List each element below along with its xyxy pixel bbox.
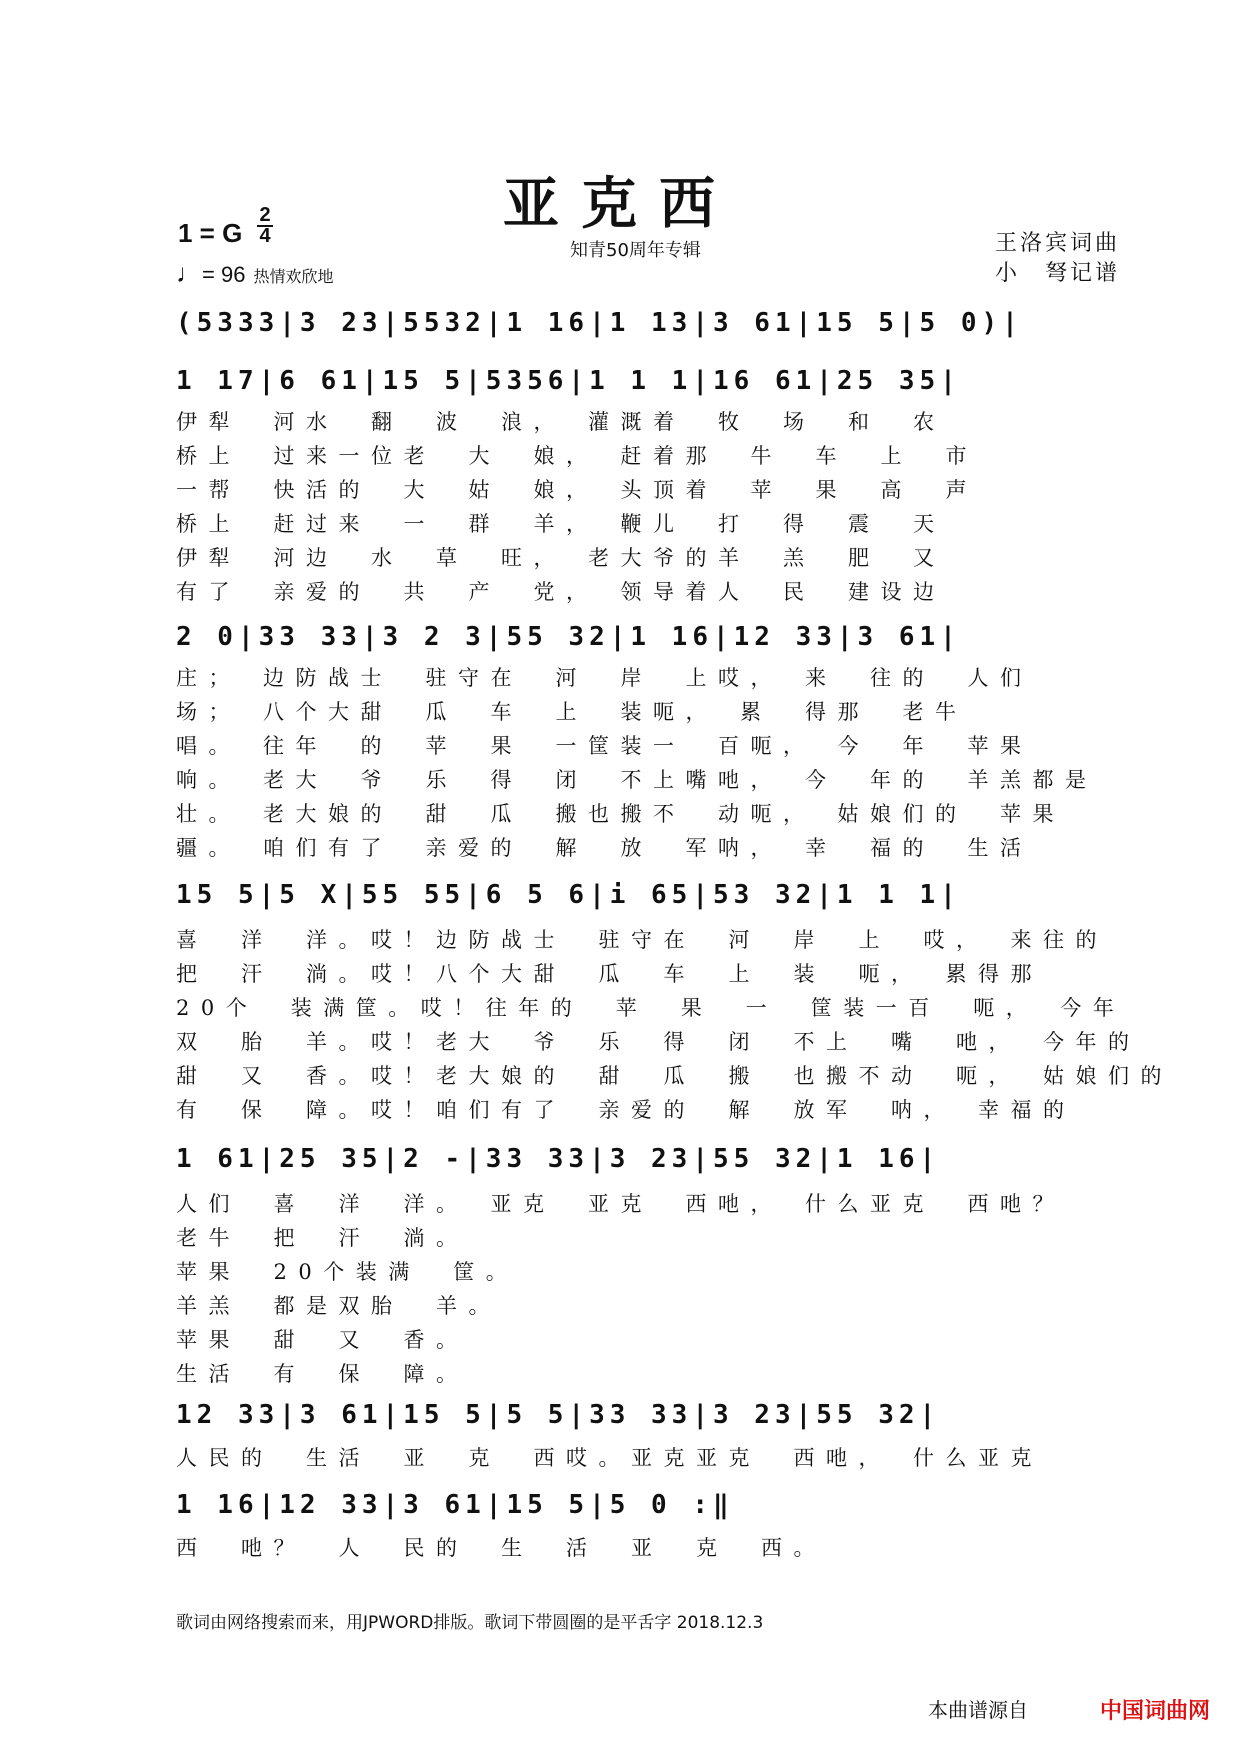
lyric-line: 人们 喜 洋 洋。 亚克 亚克 西吔， 什么亚克 西吔？ [176,1192,1065,1216]
lyric-line: 桥上 赶过来 一 群 羊， 鞭儿 打 得 震 天 [176,512,946,536]
album-subtitle: 知青50周年专辑 [570,240,701,261]
lyric-line: 老牛 把 汗 淌。 [176,1226,469,1250]
lyric-line: 桥上 过来一位老 大 娘， 赶着那 牛 车 上 市 [176,444,978,468]
lyric-line: 生活 有 保 障。 [176,1362,469,1386]
meter-top: 2 [257,206,273,227]
lyric-line: 有了 亲爱的 共 产 党， 领导着人 民 建设边 [176,580,946,604]
lyric-line: 西 吔？ 人 民的 生 活 亚 克 西。 [176,1536,826,1560]
lyric-line: 人民的 生活 亚 克 西哎。亚克亚克 西吔， 什么亚克 [176,1446,1043,1470]
credit-composer: 王洛宾词曲 [995,231,1121,256]
score-line-5: 1 61|25 35|2 -|33 33|3 23|55 32|1 16| [176,1144,941,1174]
tempo-marking [176,258,333,289]
tempo-description: 热情欢欣地 [253,269,334,286]
lyric-line: 响。 老大 爷 乐 得 闭 不上嘴吔， 今 年的 羊羔都是 [176,768,1098,792]
song-title: 亚克西 [503,171,737,237]
lyric-line: 伊犁 河水 翻 波 浪， 灌溉着 牧 场 和 农 [176,410,946,434]
lyric-line: 疆。 咱们有了 亲爱的 解 放 军呐， 幸 福的 生活 [176,836,1033,860]
lyric-line: 伊犁 河边 水 草 旺， 老大爷的羊 羔 肥 又 [176,546,946,570]
lyric-line: 喜 洋 洋。哎！边防战士 驻守在 河 岸 上 哎， 来往的 [176,928,1108,952]
lyric-line: 一帮 快活的 大 姑 娘， 头顶着 苹 果 高 声 [176,478,978,502]
lyric-line: 场； 八个大甜 瓜 车 上 装呃， 累 得那 老牛 [176,700,968,724]
score-line-1: (5333|3 23|5532|1 16|1 13|3 61|15 5|5 0)| [176,308,1023,338]
lyric-line: 庄； 边防战士 驻守在 河 岸 上哎， 来 往的 人们 [176,666,1033,690]
footer-note: 歌词由网络搜索而来，用JPWORD排版。歌词下带圆圈的是平舌字 2018.12.3 [176,1613,764,1633]
score-line-2: 1 17|6 61|15 5|5356|1 1 1|16 61|25 35| [176,366,961,396]
lyric-line: 双 胎 羊。哎！老大 爷 乐 得 闭 不上 嘴 吔， 今年的 [176,1030,1141,1054]
score-line-6: 12 33|3 61|15 5|5 5|33 33|3 23|55 32| [176,1400,941,1430]
credit-transcriber: 小 弩记谱 [995,261,1121,286]
lyric-line: 把 汗 淌。哎！八个大甜 瓜 车 上 装 呃， 累得那 [176,962,1043,986]
score-line-7: 1 16|12 33|3 61|15 5|5 0 :‖ [176,1490,734,1520]
meter-bottom: 4 [259,225,271,247]
source-site-link[interactable]: 中国词曲网 [1100,1699,1211,1724]
lyric-line: 羊羔 都是双胎 羊。 [176,1294,501,1318]
score-line-3: 2 0|33 33|3 2 3|55 32|1 16|12 33|3 61| [176,622,961,652]
tempo-value: = 96 [202,262,246,287]
lyric-line: 苹果 甜 又 香。 [176,1328,469,1352]
quarter-note-icon: ♩ [176,258,202,288]
lyric-line: 有 保 障。哎！咱们有了 亲爱的 解 放军 呐， 幸福的 [176,1098,1076,1122]
lyric-line: 唱。 往年 的 苹 果 一筐装一 百呃， 今 年 苹果 [176,734,1033,758]
key-signature: 1 = G [178,218,243,248]
lyric-line: 甜 又 香。哎！老大娘的 甜 瓜 搬 也搬不动 呃， 姑娘们的 [176,1064,1173,1088]
lyric-line: 20个 装满筐。哎！往年的 苹 果 一 筐装一百 呃， 今年 [176,996,1126,1020]
score-line-4: 15 5|5 X|55 55|6 5 6|i 65|53 32|1 1 1| [176,880,961,910]
lyric-line: 苹果 20个装满 筐。 [176,1260,519,1284]
lyric-line: 壮。 老大娘的 甜 瓜 搬也搬不 动呃， 姑娘们的 苹果 [176,802,1065,826]
source-prefix: 本曲谱源自 [928,1698,1028,1722]
time-signature [257,206,273,246]
